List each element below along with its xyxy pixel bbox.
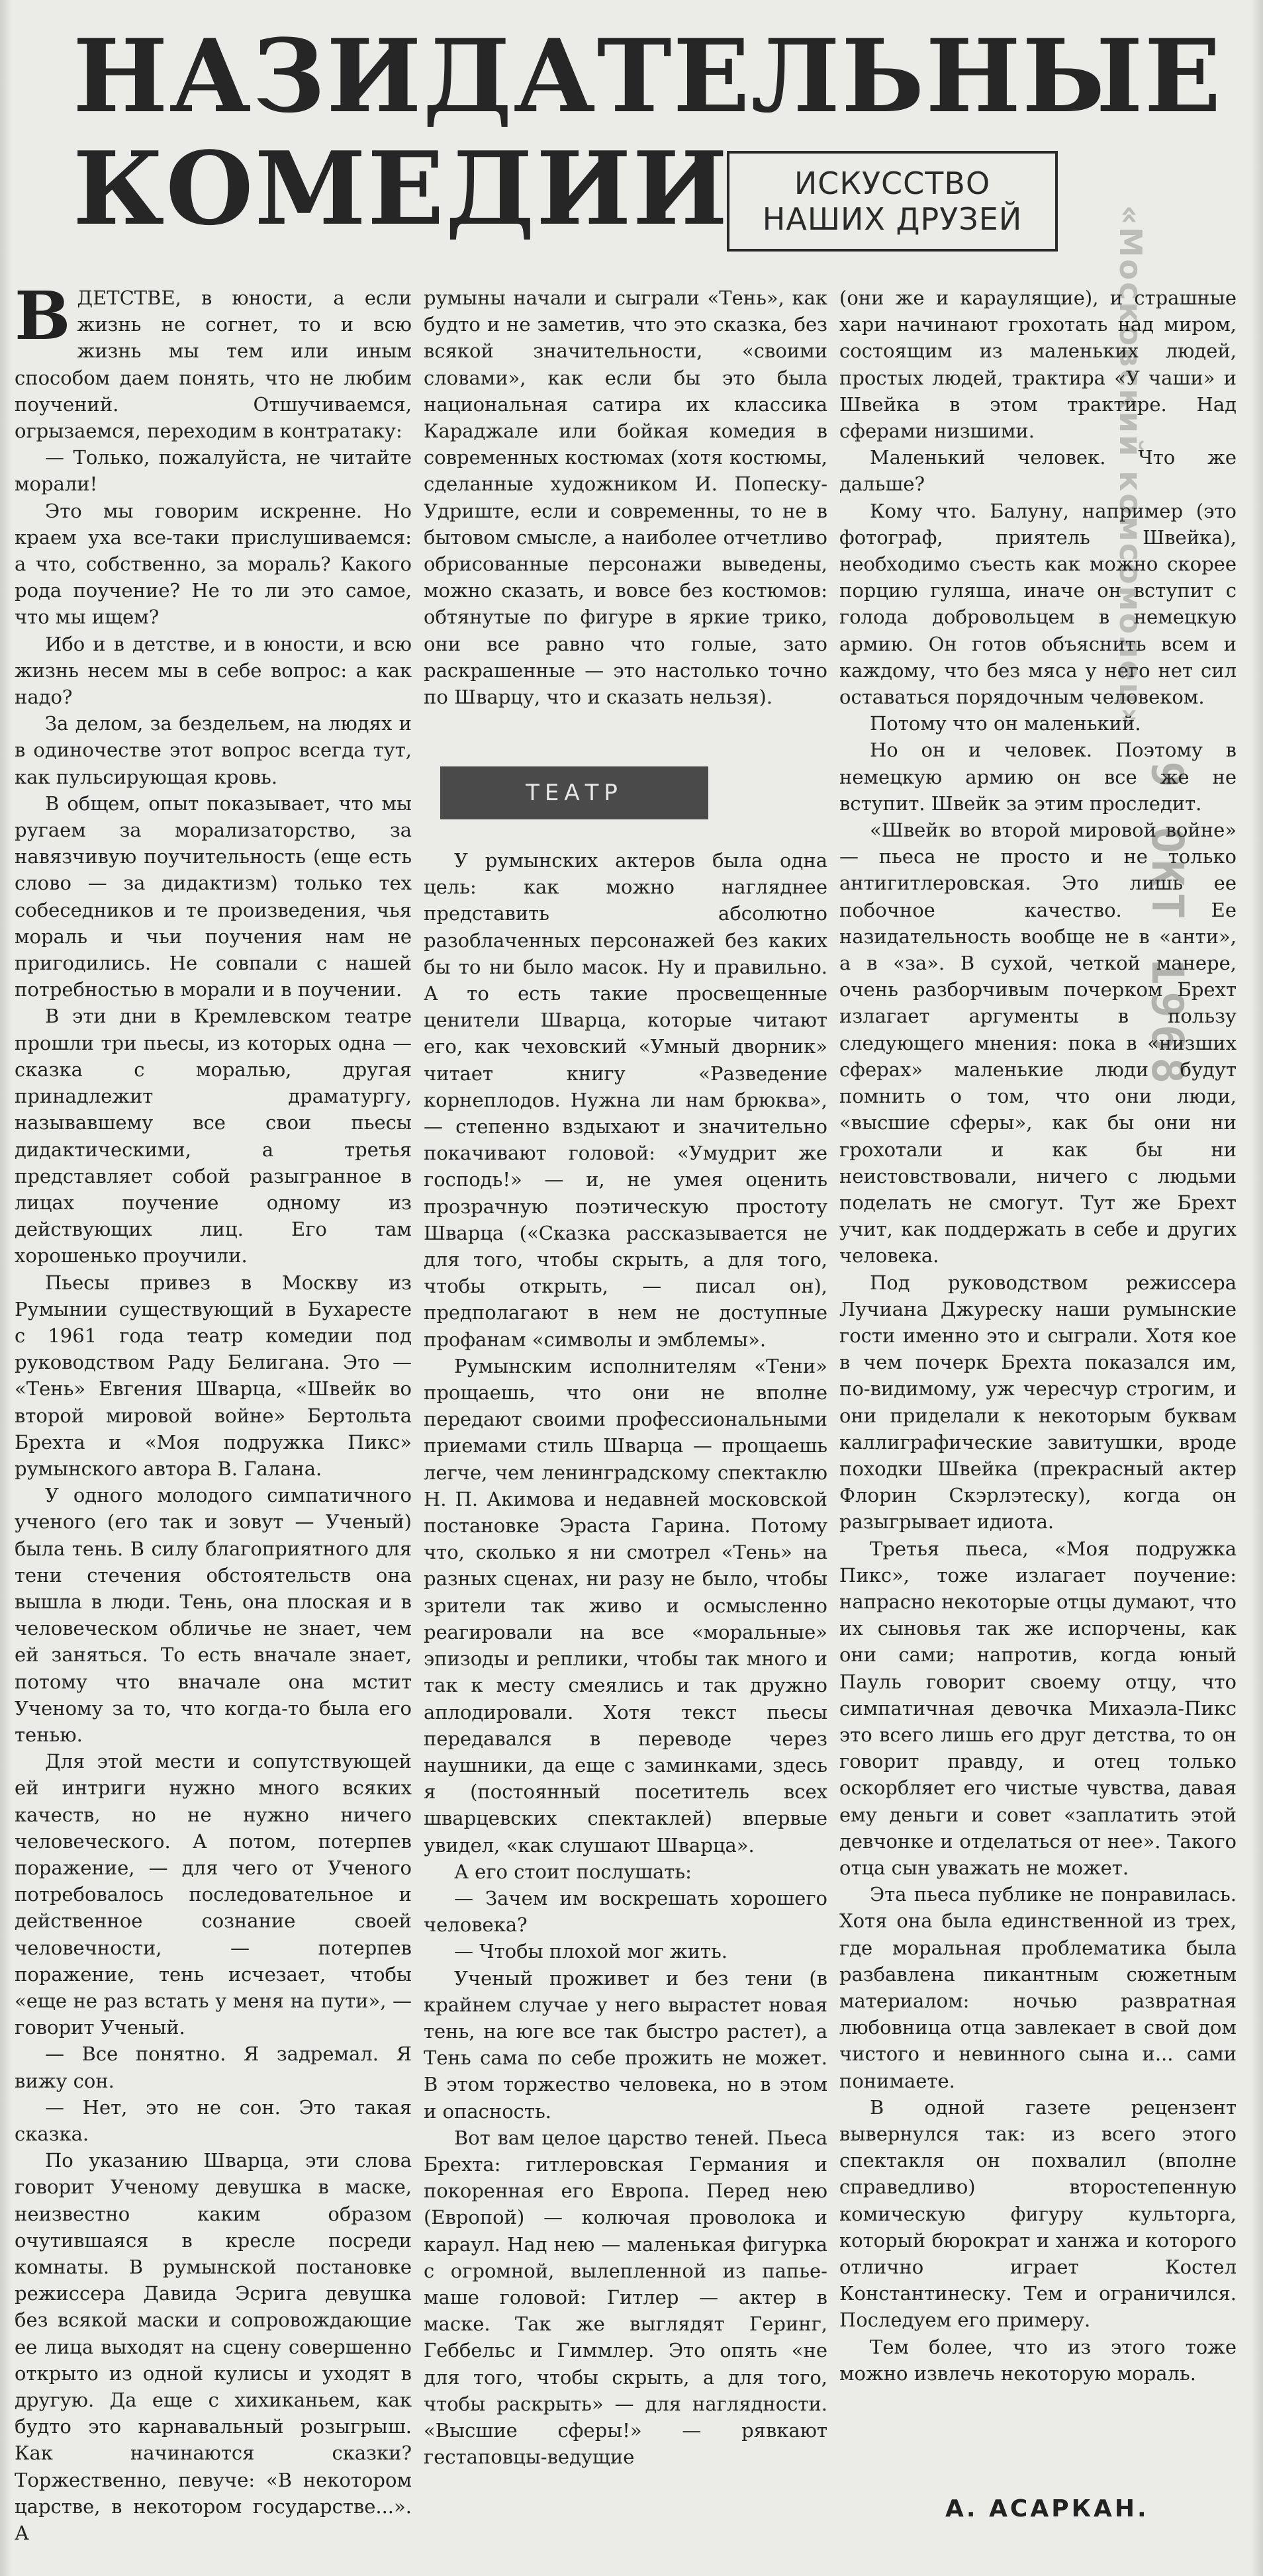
paragraph: «Швейк во второй мировой войне» — пьеса не просто и не только антигитлеровская. Это лишь ее побочное качество. Ее назидательность вообще не в «анти», а в «за». В сухой, четкой манере, очень разборчивым почерком Брехт излагает аргументы в пользу следующего мнения: пока в «низших сферах» маленькие люди будут помнить о том, что они люди, «высшие сферы», как бы они ни грохотали и как бы ни неистовствовали, ничего с людьми поделать не смогут. Тут же Брехт учит, как поддержать в себе и других человека.: [839, 819, 1237, 1267]
drop-cap: В: [15, 285, 71, 355]
paragraph: А его стоит послушать:: [454, 1860, 692, 1883]
newspaper-name-stamp: «Московский комсомолец»: [1113, 205, 1148, 729]
rubric-line-1: ИСКУССТВО: [794, 165, 991, 201]
right-edge-shadow: [1251, 0, 1263, 2576]
paragraph: У одного молодого симпатичного ученого (его так и зовут — Ученый) была тень. В силу благоприятного для тени стечения обстоятельств она вышла в люди. Тень, она плоская и в человеческом обличье не знает, чем ей заняться. То есть вначале знает, потому что вначале она мстит Ученому за то, что когда-то была его тенью.: [15, 1484, 412, 1746]
paragraph: Но он и человек. Поэтому в немецкую армию он все же не вступит. Швейк за этим проследит.: [839, 739, 1237, 815]
paragraph: Для этой мести и сопутствующей ей интриги нужно много всяких качеств, но не нужно ничего человеческого. А потом, потерпев поражение, — для чего от Ученого потребовалось последовательное и действенное сознание своей человечности, — потерпев поражение, тень исчезает, чтобы «еще не раз встать у меня на пути», — говорит Ученый.: [15, 1750, 412, 2039]
paragraph: Эта пьеса публике не понравилась. Хотя она была единственной из трех, где моральная проблематика была разбавлена пикантным сюжетным материалом: ночью развратная любовница отца завлекает в свой дом чистого и невинного сына и... сами понимаете.: [839, 1883, 1237, 2092]
paragraph: В одной газете рецензент вывернулся так: из всего этого спектакля он похвалил (вполне справедливо) второстепенную комическую фигуру культорга, который бюрократ и ханжа и которого отлично играет Костел Константинеску. Тем и ограничился. Последуем его примеру.: [839, 2095, 1237, 2332]
paragraph: [15, 285, 412, 444]
paragraph: Пьесы привез в Москву из Румынии существующий в Бухаресте с 1961 года театр комедии под руководством Раду Белигана. Это — «Тень» Евгения Шварца, «Швейк во второй мировой войне» Бертольта Брехта и «Моя подружка Пикс» румынского автора В. Галана.: [15, 1271, 412, 1480]
paragraph: Маленький человек. Что же дальше?: [839, 446, 1237, 496]
paragraph: Кому что. Балуну, например (это фотограф, приятель Швейка), необходимо съесть как можно скорее порцию гуляша, иначе он вступит с голода добровольцем в немецкую армию. Он готов объяснить всем и каждому, что без мяса у него нет сил оставаться порядочным человеком.: [839, 499, 1237, 709]
paragraph: — Только, пожалуйста, не читайте морали!: [15, 446, 412, 496]
paragraph: По указанию Шварца, эти слова говорит Ученому девушка в маске, неизвестно каким образом очутившаяся в кресле посреди комнаты. В румынской постановке режиссера Давида Эсрига девушка без всякой маски и сопровождающие ее лица выходят на сцену совершенно открыто из одной кулисы и уходят в другую. Да еще с хихиканьем, как будто это карнавальный розыгрыш. Как начинаются сказки? Торжественно, певуче: «В некотором царстве, в некотором государстве...». А: [15, 2149, 412, 2545]
paragraph: Ибо и в детстве, и в юности, и всю жизнь несем мы в себе вопрос: а как надо?: [15, 632, 412, 709]
rubric-box: [727, 151, 1058, 252]
paragraph: За делом, за бездельем, на людях и в одиночестве этот вопрос всегда тут, как пульсирующая кровь.: [15, 712, 412, 788]
paragraph: Вот вам целое царство теней. Пьеса Брехта: гитлеровская Германия и покоренная его Европа. Перед нею (Европой) — колючая проволока и караул. Над нею — маленькая фигурка с огромной, вылепленной из папье-маше головой: Гитлер — актер в маске. Так же выглядят Геринг, Геббельс и Гиммлер. Это опять «не для того, чтобы скрыть, а для того, чтобы раскрыть» — для наглядности. «Высшие сферы!» — рявкают гестаповцы-ведущие: [424, 2126, 827, 2469]
date-stamp: 9 ОКТ 1968: [1142, 761, 1193, 1091]
paragraph: румыны начали и сыграли «Тень», как будто и не заметив, что это сказка, без всякой значительности, «своими словами», как если бы это была национальная сатира их классика Караджале или бойкая комедия в современных костюмах (хотя костюмы, сделанные художником И. Попеску-Удриште, если и современны, то не в бытовом смысле, а наиболее отчетливо обрисованные персонажи выведены, можно сказать, и вовсе без костюмов: обтянутые по фигуре в яркие трико, они все равно что голые, зато раскрашенные — это настолько точно по Шварцу, что и сказать нельзя).: [424, 287, 827, 709]
paragraph: — Чтобы плохой мог жить.: [454, 1940, 727, 1963]
paragraph-text: ДЕТСТВЕ, в юности, а если жизнь не согнет, то и всю жизнь мы тем или иным способом даем понять, что не любим поучений. Отшучиваемся, огрызаемся, переходим в контратаку:: [15, 287, 412, 443]
paragraph: Тем более, что из этого тоже можно извлечь некоторую мораль.: [839, 2335, 1237, 2385]
section-badge-theatre: ТЕАТР: [440, 766, 708, 819]
paragraph: Это мы говорим искренне. Но краем уха все-таки прислушиваемся: а что, собственно, за мораль? Какого рода поучение? Не то ли это самое, что мы ищем?: [15, 499, 412, 629]
headline-line-1: НАЗИДАТЕЛЬНЫЕ: [73, 17, 1223, 135]
paragraph: — Зачем им воскрешать хорошего человека?: [424, 1886, 827, 1937]
article-column-3: [839, 285, 1237, 2436]
paragraph: Потому что он маленький.: [870, 712, 1141, 735]
rubric-line-2: НАШИХ ДРУЗЕЙ: [762, 201, 1023, 237]
paragraph: Третья пьеса, «Моя подружка Пикс», тоже излагает поучение: напрасно некоторые отцы думают, что их сыновья так же испорчены, как они сами; напротив, когда юный Пауль говорит своему отцу, что симпатичная девочка Михаэла-Пикс это всего лишь его друг детства, то он говорит правду, и отец только оскорбляет его чистые чувства, давая ему деньги и совет «заплатить этой девчонке и отделаться от нее». Такого отца сын уважать не может.: [839, 1537, 1237, 1879]
article-column-2-top: [424, 285, 827, 748]
paragraph: Под руководством режиссера Лучиана Джуреску наши румынские гости именно это и сыграли. Хотя кое в чем почерк Брехта показался им, по-видимому, уж чересчур строгим, и они приделали к некоторым буквам каллиграфические завитушки, вроде походки Швейка (прекрасный актер Флорин Скэрлэтеску), когда он разыгрывает идиота.: [839, 1271, 1237, 1534]
paragraph: В эти дни в Кремлевском театре прошли три пьесы, из которых одна — сказка с моралью, другая принадлежит драматургу, называвшему все свои пьесы дидактическими, а третья представляет собой разыгранное в лицах поучение одному из действующих лиц. Его там хорошенько проучили.: [15, 1005, 412, 1267]
left-edge-shadow: [0, 0, 12, 2576]
paragraph: Румынским исполнителям «Тени» прощаешь, что они не вполне передают своими профессиональными приемами стиль Шварца — прощаешь легче, чем ленинградскому спектаклю Н. П. Акимова и недавней московской постановке Эраста Гарина. Потому что, сколько я ни смотрел «Тень» на разных сценах, ни разу не было, чтобы зрители так живо и осмысленно реагировали на все «моральные» эпизоды и реплики, чтобы так много и так к месту смеялись и так дружно аплодировали. Хотя текст пьесы передавался в переводе через наушники, да еще с заминками, здесь я (постоянный посетитель всех шварцевских спектаклей) впервые увидел, «как слушают Шварца».: [424, 1354, 827, 1857]
article-column-2-bottom: [424, 847, 827, 2548]
headline-line-2: КОМЕДИИ: [73, 129, 729, 248]
paragraph: — Все понятно. Я задремал. Я вижу сон.: [15, 2043, 412, 2092]
paragraph: Ученый проживет и без тени (в крайнем случае у него вырастет новая тень, на юге все так быстро растет), а Тень сама по себе прожить не может. В этом торжество человека, но в этом и опасность.: [424, 1966, 827, 2123]
paragraph: В общем, опыт показывает, что мы ругаем за морализаторство, за навязчивую поучительность (еще есть слово — за дидактизм) только тех собеседников и те произведения, чья мораль и чьи поучения нам не пригодились. Не совпали с нашей потребностью в морали и в поучении.: [15, 792, 412, 1001]
paragraph: (они же и караулящие), и страшные хари начинают грохотать над миром, состоящим из маленьких людей, простых людей, трактира «У чаши» и Швейка в этом трактире. Над сферами низшими.: [839, 287, 1237, 443]
paragraph: — Нет, это не сон. Это такая сказка.: [15, 2095, 412, 2146]
paragraph: У румынских актеров была одна цель: как можно нагляднее представить абсолютно разоблаченных персонажей без каких бы то ни было масок. Ну и правильно. А то есть такие просвещенные ценители Шварца, которые читают его, как чеховский «Умный дворник» читает книгу «Разведение корнеплодов. Нужна ли нам брюква», — степенно вздыхают и значительно покачивают головой: «Умудрит же господь!» — и, не умея оценить прозрачную поэтическую простоту Шварца («Сказка рассказывается не для того, чтобы скрыть, а для того, чтобы открыть, — писал он), предполагают в нем не доступные профанам «символы и эмблемы».: [424, 849, 827, 1351]
article-column-1: [15, 285, 412, 2548]
author-signature: А. АСАРКАН.: [945, 2495, 1149, 2522]
